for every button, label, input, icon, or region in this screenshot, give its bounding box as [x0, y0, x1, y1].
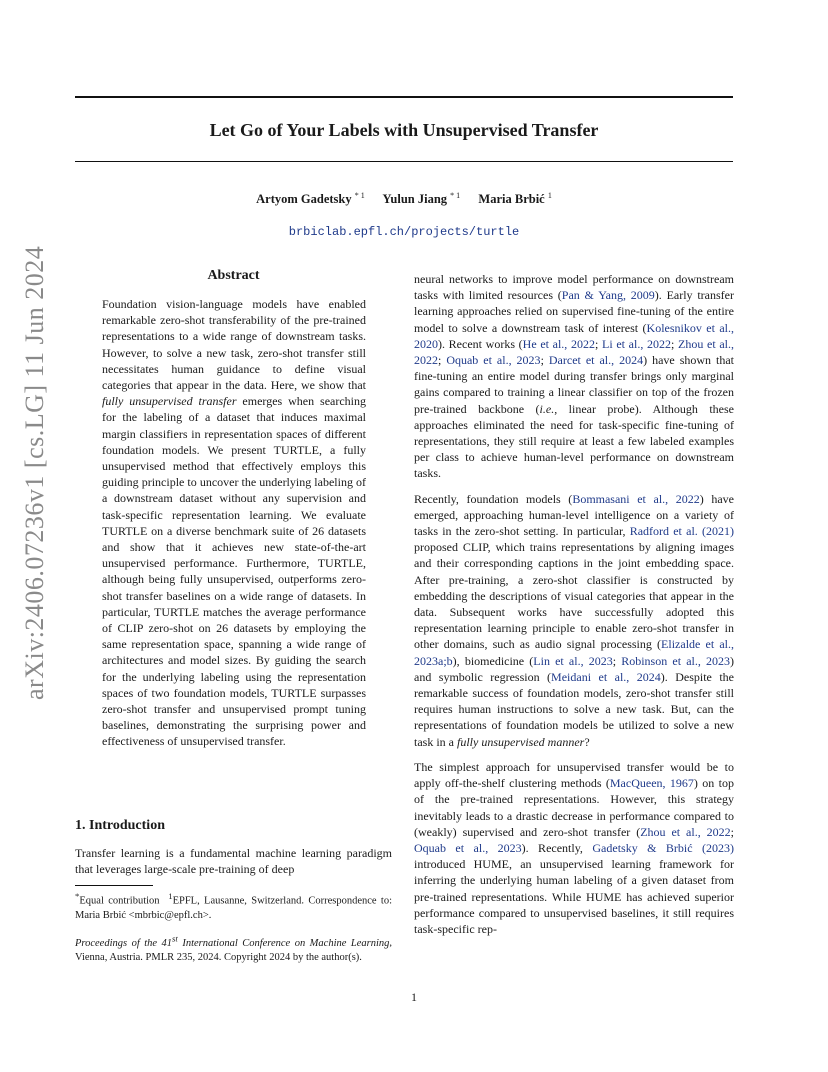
author-marks: 1: [547, 191, 552, 200]
citation-link[interactable]: MacQueen, 1967: [609, 776, 694, 791]
author-list: [75, 191, 733, 207]
abstract-emphasis: fully unsupervised transfer: [102, 394, 237, 409]
arxiv-stamp: arXiv:2406.07236v1 [cs.LG] 11 Jun 2024: [20, 245, 49, 700]
citation-link[interactable]: Radford et al. (2021): [629, 524, 734, 539]
citation-link[interactable]: Robinson et al., 2023: [621, 653, 731, 668]
abstract-heading: Abstract: [207, 268, 260, 283]
page-number: 1: [411, 990, 417, 1004]
body-paragraph: The simplest approach for unsupervised transfer would be to apply off-the-shelf clustering methods (MacQueen, 1967) on top of the pre-trained representations. However, this strategy inevitably leads to a drastic decrease in performance compared to (weakly) supervised and zero-shot transfer (Zhou et al., 2022; Oquab et al., 2023). Recently, Gadetsky & Brbić (2023) introduced HUME, an unsupervised learning framework for inferring the underlying human labeling of a given dataset from pre-trained representations. While HUME has achieved superior performance compared to unsupervised baselines, it still requires task-specific rep-: [414, 759, 734, 936]
citation-link[interactable]: He et al., 2022: [522, 336, 595, 351]
citation-link[interactable]: Kolesnikov et al., 2020: [414, 320, 734, 351]
proceedings-note: Proceedings of the 41st International Conference on Machine Learning, Vienna, Austria. PMLR 235, 2024. Copyright 2024 by the author(s).: [75, 933, 392, 963]
citation-link[interactable]: Li et al., 2022: [602, 336, 671, 351]
citation-link[interactable]: Elizalde et al., 2023a;b: [414, 637, 734, 668]
citation-link[interactable]: Oquab et al., 2023: [414, 840, 522, 855]
title-rule-top: [75, 96, 733, 98]
citation-link[interactable]: Darcet et al., 2024: [548, 353, 644, 368]
title-rule-bottom: [75, 161, 733, 162]
citation-link[interactable]: Bommasani et al., 2022: [572, 491, 700, 506]
citation-link[interactable]: Pan & Yang, 2009: [561, 288, 655, 303]
author-marks: * 1: [354, 191, 365, 200]
citation-link[interactable]: Zhou et al., 2022: [640, 824, 731, 839]
body-paragraph: Recently, foundation models (Bommasani et al., 2022) have emerged, approaching human-level intelligence on a variety of tasks in the zero-shot setting. In particular, Radford et al. (2021) proposed CLIP, which trains representations by aligning images and their corresponding captions in the joint embedding space. After pre-training, a zero-shot classifier is constructed by embedding the descriptions of visual categories that appear in the data. Subsequent works have successfully adopted this representation learning principle to enable zero-shot transfer in other domains, such as audio signal processing (Elizalde et al., 2023a;b), biomedicine (Lin et al., 2023; Robinson et al., 2023) and symbolic regression (Meidani et al., 2024). Despite the remarkable success of foundation models, zero-shot transfer still requires human instructions to solve a new task. But, can the representations of foundation models be utilized to solve a new task in a fully unsupervised manner?: [414, 491, 735, 749]
author-name: Artyom Gadetsky: [256, 192, 352, 207]
citation-link[interactable]: Zhou et al., 2022: [414, 336, 735, 368]
section-heading-introduction: 1. Introduction: [75, 818, 165, 833]
project-link[interactable]: brbiclab.epfl.ch/projects/turtle: [288, 225, 520, 239]
body-paragraph: neural networks to improve model performance on downstream tasks with limited resources (Pan & Yang, 2009). Early transfer learning approaches relied on supervised fine-tuning of the entire model to solve a downstream task of interest (Kolesnikov et al., 2020). Recent works (He et al., 2022; Li et al., 2022; Zhou et al., 2022; Oquab et al., 2023; Darcet et al., 2024) have shown that fine-tuning an entire model during transfer brings only marginal gains compared to training a linear classifier on top of the frozen pre-trained backbone (i.e., linear probe). Although these approaches eliminated the need for task-specific fine-tuning of representations, they still require at least a few labeled examples per class to achieve human-level performance on downstream tasks.: [414, 272, 735, 481]
author-marks: * 1: [450, 191, 461, 200]
citation-link[interactable]: Gadetsky & Brbić (2023): [592, 840, 734, 855]
footnote: *Equal contribution $^1$EPFL, Lausanne, Switzerland. Correspondence to: Maria Brbić <mbrbic@epfl.ch>.: [75, 891, 392, 921]
paper-title: Let Go of Your Labels with Unsupervised Transfer: [209, 120, 599, 140]
intro-paragraph: Transfer learning is a fundamental machine learning paradigm that leverages large-scale pre-training of deep: [75, 846, 392, 877]
citation-link[interactable]: Meidani et al., 2024: [551, 669, 661, 684]
citation-link[interactable]: Lin et al., 2023: [533, 653, 613, 668]
citation-link[interactable]: Oquab et al., 2023: [446, 353, 541, 368]
abstract-body: Foundation vision-language models have enabled remarkable zero-shot transferability of the pre-trained representations to a wide range of downstream tasks. However, to solve a new task, zero-shot transfer still necessitates human guidance to define visual categories that appear in the data. Here, we show that fully unsupervised transfer emerges when searching for the labeling of a dataset that induces maximal margin classifiers in representation spaces of different foundation models. We present TURTLE, a fully unsupervised method that effectively employs this guiding principle to uncover the underlying labeling of a downstream dataset without any supervision and task-specific representation learning. We evaluate TURTLE on a diverse benchmark suite of 26 datasets and show that it achieves new state-of-the-art unsupervised performance. Furthermore, TURTLE, although being fully unsupervised, outperforms zero-shot transfer baselines on a wide range of datasets. In particular, TURTLE matches the average performance of CLIP zero-shot on 26 datasets by employing the same representation space, spanning a wide range of architectures and model sizes. By guiding the search for the underlying labeling using the representation spaces of two foundation models, TURTLE surpasses zero-shot transfer and unsupervised prompt tuning baselines, demonstrating the surprising power and effectiveness of unsupervised transfer.: [102, 297, 366, 749]
author-name: Yulun Jiang: [382, 192, 448, 207]
author-name: Maria Brbić: [478, 192, 545, 207]
footnote-rule: [75, 885, 153, 886]
right-column: [414, 271, 734, 937]
